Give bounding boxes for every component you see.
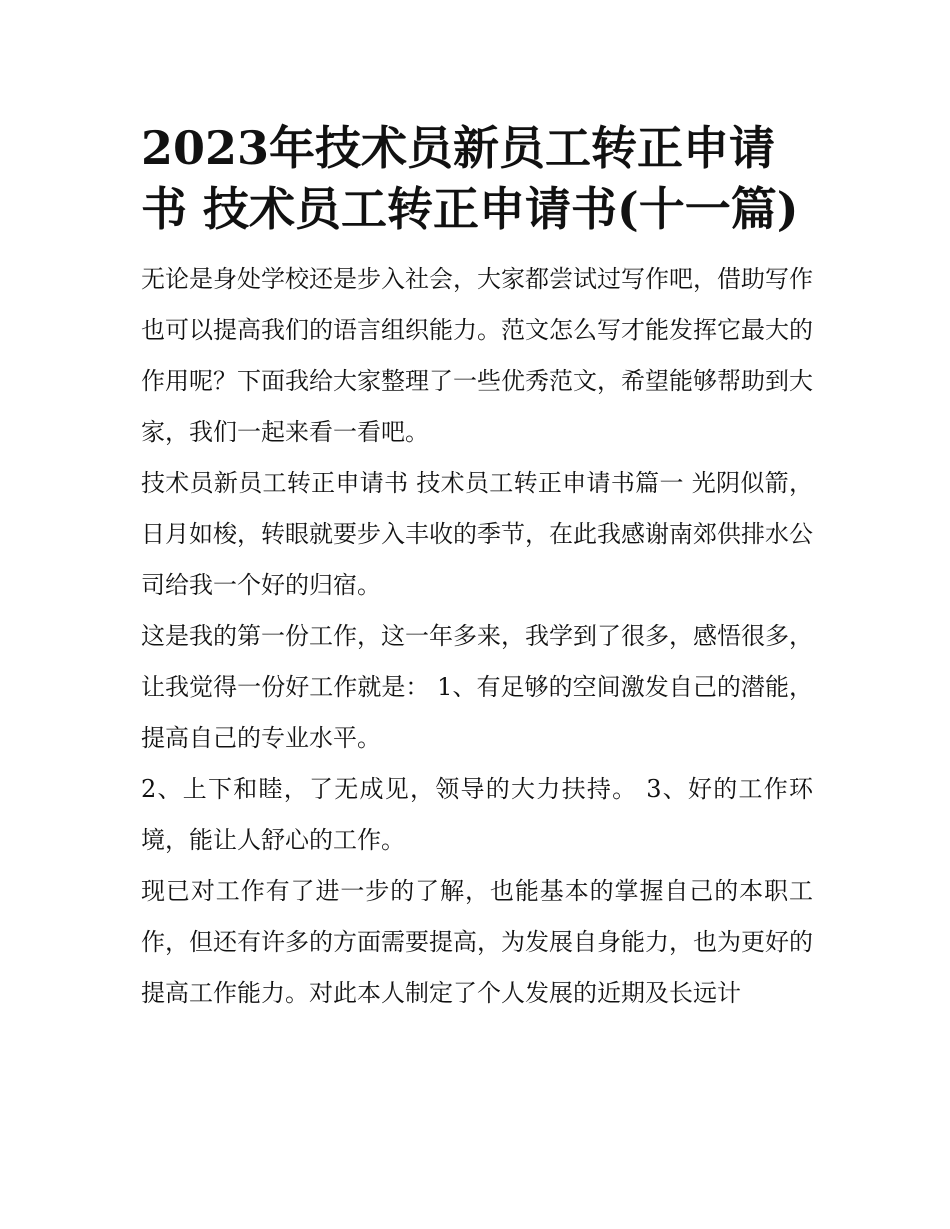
document-title: 2023年技术员新员工转正申请书 技术员工转正申请书(十一篇) [141, 121, 799, 236]
paragraph-first-job: 这是我的第一份工作，这一年多来，我学到了很多，感悟很多，让我觉得一份好工作就是： 1、有足够的空间激发自己的潜能，提高自己的专业水平。 [141, 622, 813, 752]
paragraph-chapter-one: 技术员新员工转正申请书 技术员工转正申请书篇一 光阴似箭，日月如梭，转眼就要步入丰收的季节，在此我感谢南郊供排水公司给我一个好的归宿。 [141, 469, 813, 599]
paragraph-plan: 现已对工作有了进一步的了解，也能基本的掌握自己的本职工作，但还有许多的方面需要提高，为发展自身能力，也为更好的提高工作能力。对此本人制定了个人发展的近期及长远计 [141, 877, 813, 1007]
paragraph-intro: 无论是身处学校还是步入社会，大家都尝试过写作吧，借助写作也可以提高我们的语言组织能力。范文怎么写才能发挥它最大的作用呢？下面我给大家整理了一些优秀范文，希望能够帮助到大家，我们一起来看一看吧。 [141, 265, 813, 446]
paragraph-harmony: 2、上下和睦，了无成见，领导的大力扶持。 3、好的工作环境，能让人舒心的工作。 [141, 775, 813, 854]
document-body [141, 118, 813, 1019]
